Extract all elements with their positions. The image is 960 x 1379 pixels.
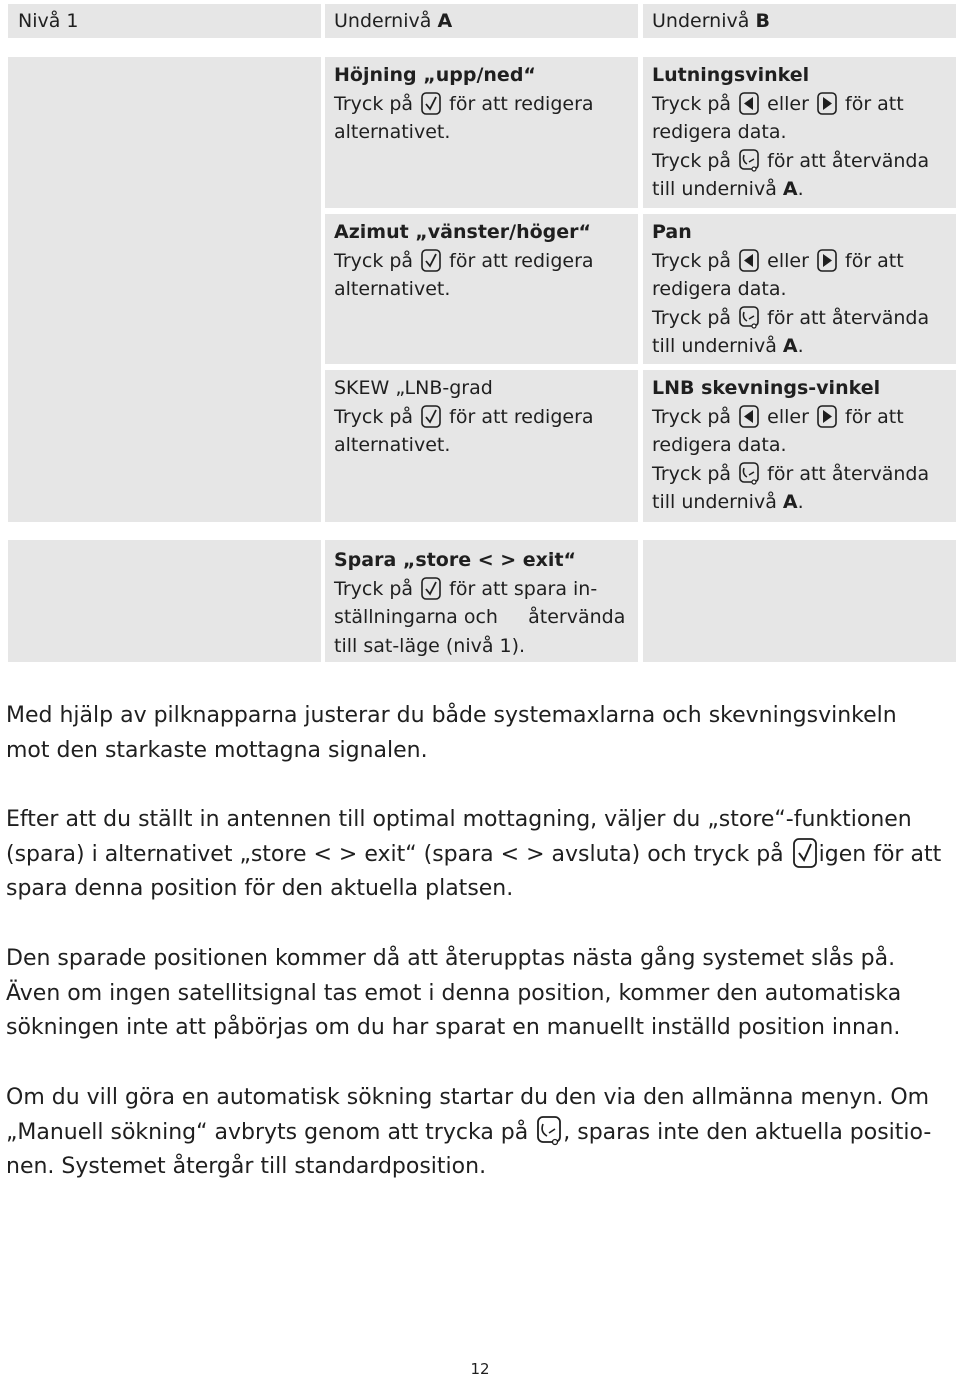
lutning-line2: redigera data. [652, 121, 787, 143]
spara-line3: till sat-läge (nivå 1). [334, 634, 526, 657]
spara-title: Spara „store < > exit“ [334, 549, 577, 571]
lnb-line4: till undernivå A. [652, 491, 804, 513]
header-cell-level-1 [8, 4, 321, 38]
hojning-title: Höjning „upp/ned“ [334, 64, 536, 86]
page-number: 12 [470, 1360, 490, 1378]
right-arrow-key-icon [817, 92, 837, 115]
skew-title: SKEW „LNB-grad [334, 377, 493, 399]
check-key-icon [793, 838, 817, 868]
pan-line2: redigera data. [652, 278, 787, 300]
lnb-line3: Tryck på för att återvända [652, 462, 930, 485]
paragraph-3-line-2: Även om ingen satellitsignal tas emot i denna position, kommer den automatiska [6, 980, 902, 1006]
paragraph-4-line-2: „Manuell sökning“ avbryts genom att trycka på , sparas inte den aktuella positio- [6, 1116, 931, 1151]
paragraph-2-line-1: Efter att du ställt in antennen till optimal mottagning, väljer du „store“-funktionen [6, 807, 912, 832]
row-divider [325, 208, 956, 214]
spara-line2: ställningarna och återvända [334, 606, 626, 628]
back-key-icon [739, 306, 759, 329]
check-key-icon [421, 249, 441, 272]
spara-right-cell [643, 540, 956, 662]
back-key-icon [739, 149, 759, 172]
level-1-column [8, 57, 321, 522]
back-key-icon [739, 462, 759, 485]
paragraph-3-line-1: Den sparade positionen kommer då att återupptas nästa gång systemet slås på. [6, 946, 896, 971]
spara-left-cell [8, 540, 321, 662]
pan-line3: Tryck på för att återvända [652, 306, 930, 329]
paragraph-1 [6, 699, 897, 768]
left-arrow-key-icon [739, 249, 759, 272]
check-key-icon [421, 577, 441, 600]
azimut-title: Azimut „vänster/höger“ [334, 221, 592, 243]
spara-block [334, 546, 625, 660]
skew-line2: alternativet. [334, 434, 451, 456]
paragraph-1-line-1: Med hjälp av pilknapparna justerar du både systemaxlarna och skevningsvinkeln [6, 703, 897, 728]
left-arrow-key-icon [739, 92, 759, 115]
paragraph-2-line-2: (spara) i alternativet „store < > exit“ (spara < > avsluta) och tryck på igen för att [6, 838, 941, 873]
paragraph-4-line-3: nen. Systemet återgår till standardposition. [6, 1154, 487, 1179]
row-divider [325, 364, 956, 370]
paragraph-1-line-2: mot den starkaste mottagna signalen. [6, 737, 428, 763]
skew-block [334, 374, 594, 460]
paragraph-2 [6, 803, 941, 907]
lnb-block [652, 374, 929, 517]
header-sublevel-b: Undernivå B [652, 10, 770, 32]
paragraph-4-line-1: Om du vill göra en automatisk sökning startar du den via den allmänna menyn. Om [6, 1085, 930, 1110]
lnb-line1: Tryck på eller för att [652, 405, 904, 428]
paragraph-3 [6, 942, 901, 1046]
lutning-title: Lutningsvinkel [652, 64, 810, 86]
azimut-line2: alternativet. [334, 278, 451, 300]
pan-title: Pan [652, 221, 692, 243]
pan-block [652, 218, 929, 361]
right-arrow-key-icon [817, 249, 837, 272]
header-sublevel-a: Undernivå A [334, 10, 453, 32]
pan-line1: Tryck på eller för att [652, 249, 904, 272]
pan-line4: till undernivå A. [652, 335, 804, 357]
right-arrow-key-icon [817, 405, 837, 428]
lutning-line3: Tryck på för att återvända [652, 149, 930, 172]
skew-line1: Tryck på för att redigera [334, 405, 594, 428]
lnb-title: LNB skevnings-vinkel [652, 377, 881, 399]
spara-line1: Tryck på för att spara in- [334, 577, 598, 600]
hojning-line2: alternativet. [334, 121, 451, 143]
lutning-line1: Tryck på eller för att [652, 92, 904, 115]
header-level-1: Nivå 1 [18, 10, 79, 32]
paragraph-4 [6, 1081, 931, 1185]
lutning-block [652, 61, 929, 204]
paragraph-3-line-3: sökningen inte att påbörjas om du har sparat en manuellt inställd position innan. [6, 1015, 901, 1040]
lutning-line4: till undernivå A. [652, 178, 804, 200]
left-arrow-key-icon [739, 405, 759, 428]
back-key-icon [537, 1116, 561, 1146]
azimut-block [334, 218, 594, 304]
hojning-block [334, 61, 594, 147]
azimut-line1: Tryck på för att redigera [334, 249, 594, 272]
check-key-icon [421, 405, 441, 428]
header-cell-sublevel-a [325, 4, 638, 38]
header-cell-sublevel-b [643, 4, 956, 38]
lnb-line2: redigera data. [652, 434, 787, 456]
check-key-icon [421, 92, 441, 115]
paragraph-2-line-3: spara denna position för den aktuella platsen. [6, 876, 514, 901]
hojning-line1: Tryck på för att redigera [334, 92, 594, 115]
